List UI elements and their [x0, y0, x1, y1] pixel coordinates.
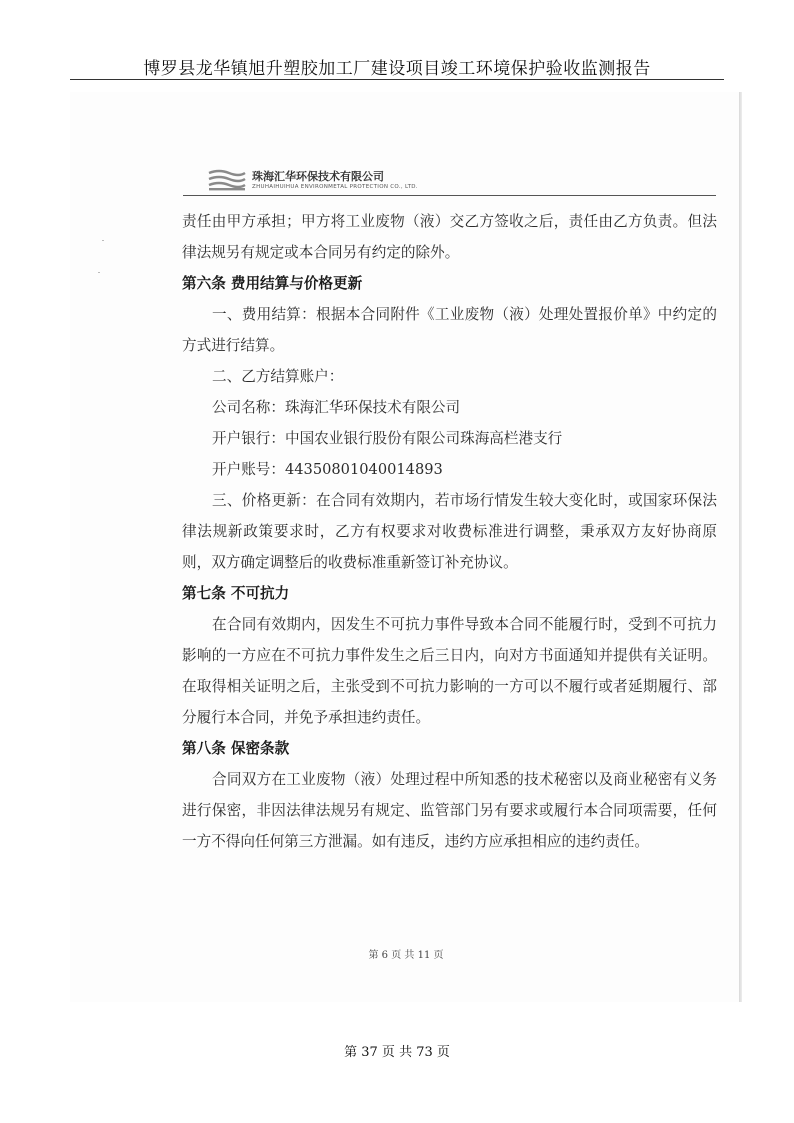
- company-name: 珠海汇华环保技术有限公司: [252, 170, 384, 183]
- paragraph: 合同双方在工业废物（液）处理过程中所知悉的技术秘密以及商业秘密有义务进行保密，非因法律法规另有规定、监管部门另有要求或履行本合同项需要，任何一方不得向任何第三方泄漏。如有违反，违约方应承担相应的违约责任。: [182, 771, 717, 850]
- contract-body: [182, 206, 717, 857]
- paragraph: 三、价格更新：在合同有效期内，若市场行情发生较大变化时，或国家环保法律法规新政策要求时，乙方有权要求对收费标准进行调整，秉承双方友好协商原则，双方确定调整后的收费标准重新签订补充协议。: [182, 492, 717, 571]
- section-heading: 第七条 不可抗力: [182, 585, 290, 602]
- scan-speck: [102, 240, 104, 241]
- paragraph: 二、乙方结算账户：: [212, 368, 344, 385]
- company-logo-icon: [207, 168, 247, 192]
- section-heading: 第八条 保密条款: [182, 740, 290, 757]
- scan-speck: [98, 272, 100, 273]
- paragraph: 开户账号：44350801040014893: [212, 461, 443, 478]
- report-header: 博罗县龙华镇旭升塑胶加工厂建设项目竣工环境保护验收监测报告: [143, 59, 651, 79]
- page-number: 第 37 页 共 73 页: [344, 1045, 450, 1060]
- paragraph: 在合同有效期内，因发生不可抗力事件导致本合同不能履行时，受到不可抗力影响的一方应在不可抗力事件发生之后三日内，向对方书面通知并提供有关证明。在取得相关证明之后，主张受到不可抗力影响的一方可以不履行或者延期履行、部分履行本合同，并免予承担违约责任。: [182, 616, 717, 726]
- section-heading: 第六条 费用结算与价格更新: [182, 275, 363, 292]
- company-name-english: ZHUHAIHUIHUA ENVIRONMETAL PROTECTION CO., LTD.: [252, 184, 418, 190]
- letterhead-divider: [183, 195, 716, 196]
- paragraph: 一、费用结算：根据本合同附件《工业废物（液）处理处置报价单》中约定的方式进行结算。: [182, 306, 717, 354]
- paragraph: 责任由甲方承担；甲方将工业废物（液）交乙方签收之后，责任由乙方负责。但法律法规另有规定或本合同另有约定的除外。: [182, 213, 717, 261]
- paragraph: 开户银行：中国农业银行股份有限公司珠海高栏港支行: [212, 430, 563, 447]
- inner-page-number: 第 6 页 共 11 页: [368, 950, 444, 961]
- header-divider: [70, 79, 724, 80]
- scan-edge-shadow: [739, 92, 742, 1002]
- scanned-contract-page: [70, 92, 742, 1002]
- paragraph: 公司名称：珠海汇华环保技术有限公司: [212, 399, 461, 416]
